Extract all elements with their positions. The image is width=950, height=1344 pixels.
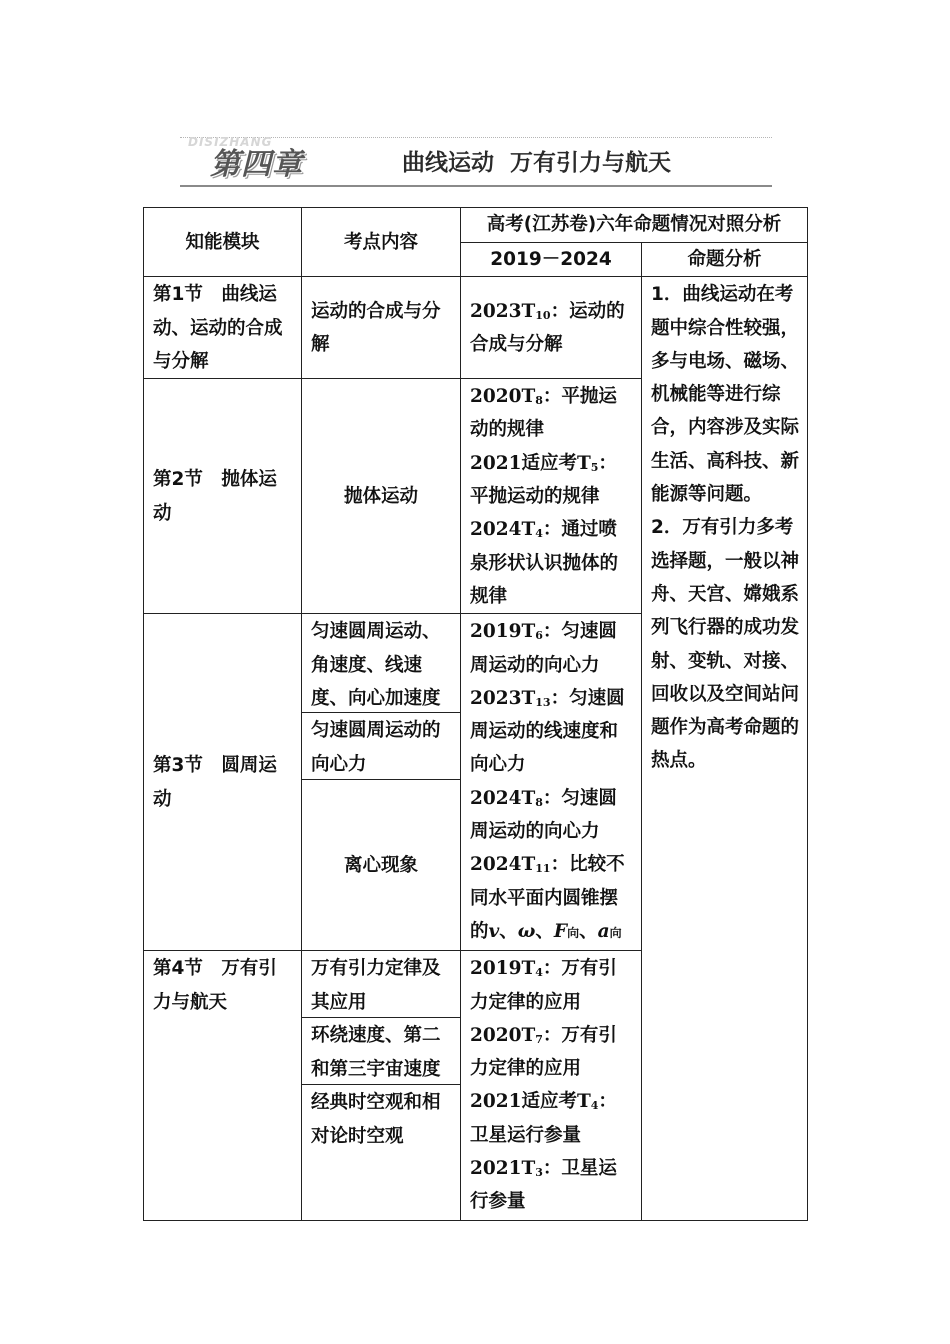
module-cell: 第1节 曲线运动、运动的合成与分解: [144, 277, 302, 379]
point-cell: 经典时空观和相对论时空观: [302, 1084, 460, 1219]
exam-item: 2021适应考$T_5$：平抛运动的规律: [470, 452, 617, 508]
math-accel: a: [597, 920, 610, 942]
analysis-point-2: 2．万有引力多考选择题，一般以神舟、天宫、嫦娥系列飞行器的成功发射、变轨、对接、回收以及空间站问题作为高考命题的热点。: [651, 517, 800, 772]
point-cell: 抛体运动: [302, 379, 461, 614]
math-v: v: [488, 920, 500, 942]
module-cell: 第2节 抛体运动: [144, 379, 302, 614]
exam-item: $2020T_8$：平抛运动的规律: [470, 386, 617, 441]
point-cell: 离心现象: [302, 779, 460, 949]
header-content: 考点内容: [302, 208, 461, 277]
analysis-point-1: 1．曲线运动在考题中综合性较强，多与电场、磁场、机械能等进行综合，内容涉及实际生活、高科技、新能源等问题。: [651, 284, 800, 506]
exam-cell: [461, 951, 642, 1221]
header-rule: [180, 185, 772, 187]
chapter-pinyin: DISIZHANG: [188, 135, 273, 149]
exam-item: $2019T_4$：万有引力定律的应用: [470, 958, 617, 1013]
chapter-label: 第四章: [210, 147, 303, 182]
exam-item: $2024T_4$：通过喷泉形状认识抛体的规律: [470, 519, 619, 607]
exam-item: $2024T_8$：匀速圆周运动的向心力: [470, 787, 617, 843]
exam-item: $2020T_7$：万有引力定律的应用: [470, 1024, 617, 1080]
exam-cell: [461, 277, 642, 379]
math-omega: ω: [517, 920, 536, 942]
point-cell-group: [302, 614, 461, 951]
chapter-header: [180, 133, 772, 187]
exam-item: 2021适应考$T_4$：卫星运行参量: [470, 1091, 617, 1146]
exam-item: $2021T_3$：卫星运行参量: [470, 1158, 617, 1213]
exam-item: $2019T_6$：匀速圆周运动的向心力: [470, 621, 617, 676]
exam-cell: [461, 379, 642, 614]
analysis-cell: [642, 277, 808, 1221]
module-cell: 第3节 圆周运动: [144, 614, 302, 951]
header-analysis-group: 高考(江苏卷)六年命题情况对照分析: [461, 208, 808, 243]
exam-item: $2023T_{10}$：运动的合成与分解: [470, 300, 625, 356]
point-cell: 匀速圆周运动的向心力: [302, 712, 460, 779]
header-module: 知能模块: [144, 208, 302, 277]
exam-item: $2023T_{13}$：匀速圆周运动的线速度和向心力: [470, 687, 625, 776]
point-cell: 环绕速度、第二和第三宇宙速度: [302, 1017, 460, 1084]
module-cell: 第4节 万有引力与航天: [144, 951, 302, 1221]
math-force: F: [553, 920, 568, 942]
point-cell: 万有引力定律及其应用: [311, 958, 441, 1013]
header-analysis: 命题分析: [642, 243, 808, 277]
analysis-table: [143, 207, 808, 1221]
point-cell-group: [302, 951, 461, 1221]
exam-cell: [461, 614, 642, 951]
exam-item: $2024T_{11}$：比较不同水平面内圆锥摆的v、ω、F向、a向: [470, 854, 625, 942]
header-years: 2019－2024: [461, 243, 642, 277]
point-cell: 匀速圆周运动、角速度、线速度、向心加速度: [311, 621, 441, 709]
table-row: [144, 277, 808, 379]
point-cell: 运动的合成与分解: [302, 277, 461, 379]
chapter-title: 曲线运动 万有引力与航天: [402, 149, 672, 176]
